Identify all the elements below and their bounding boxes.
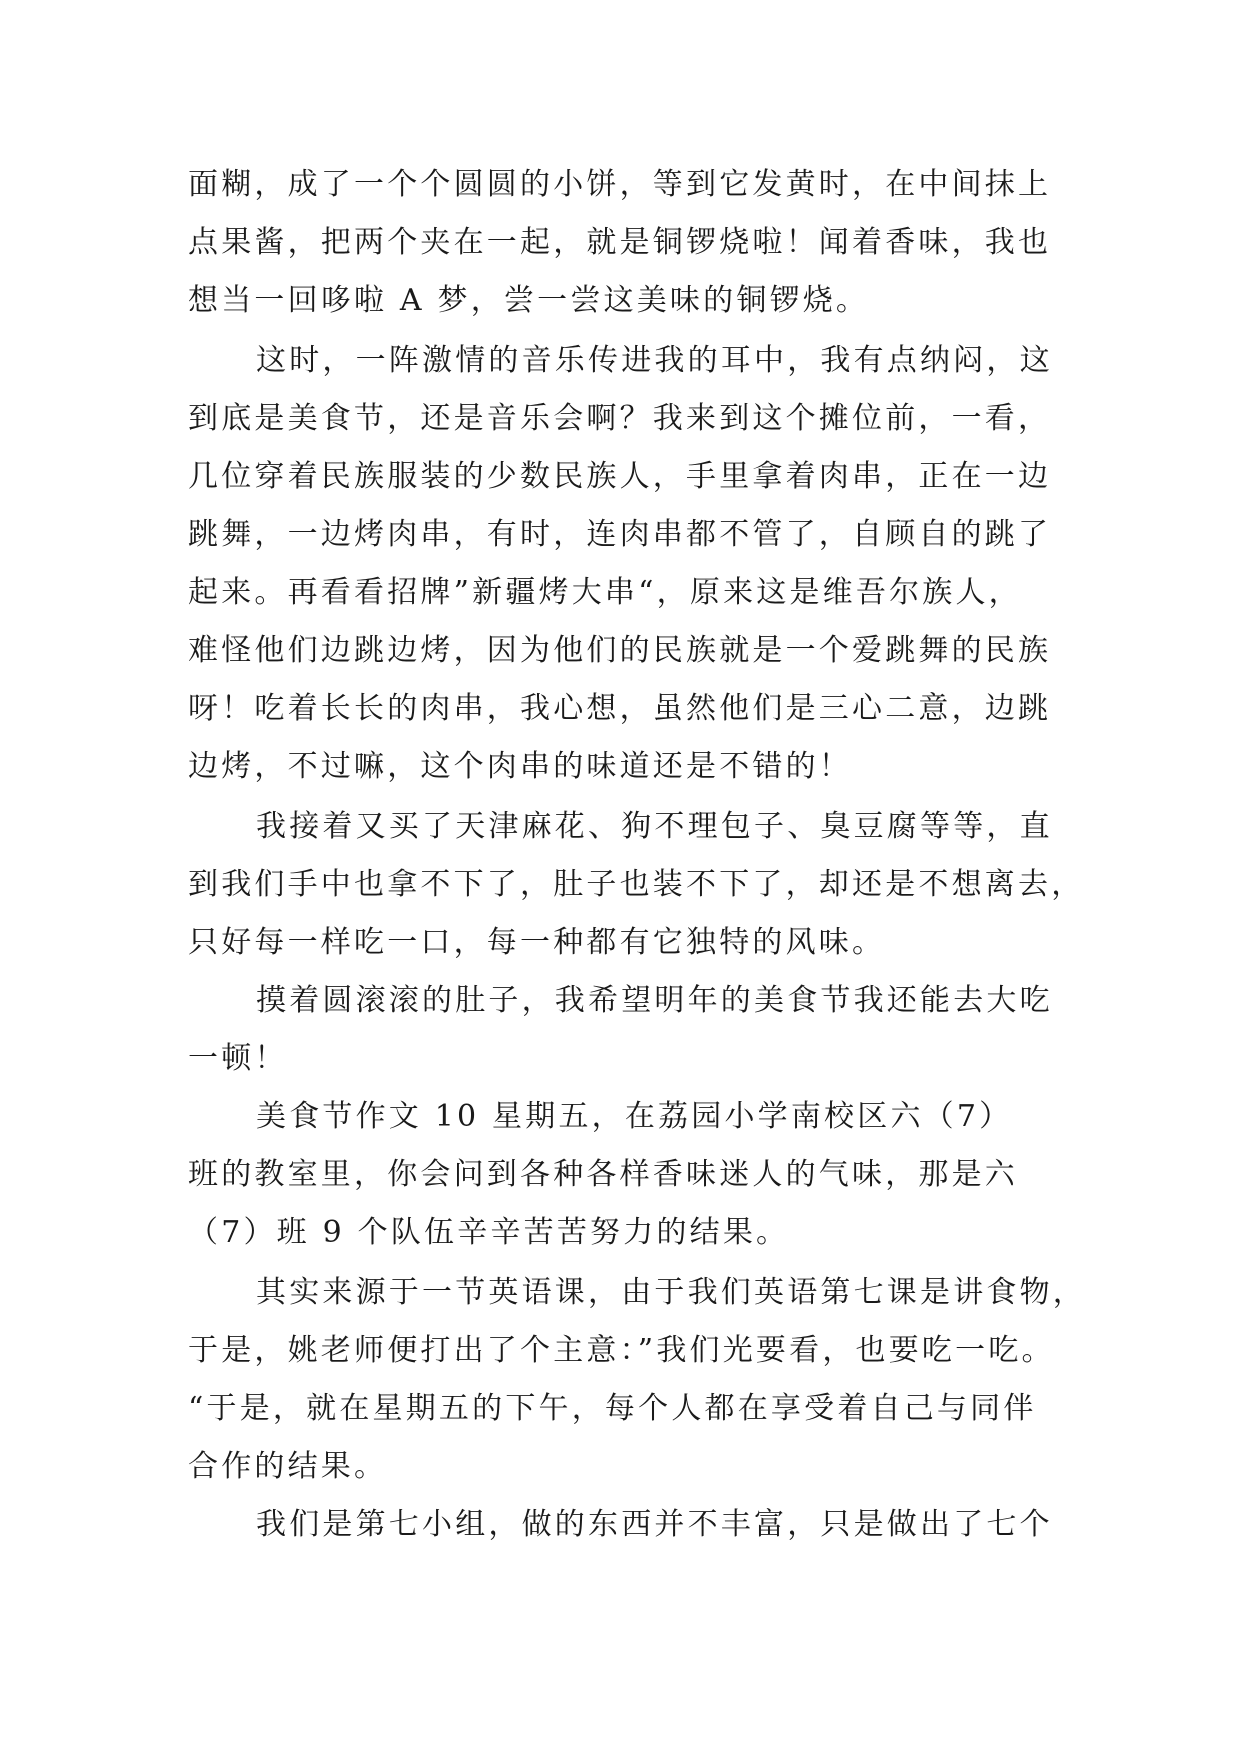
text-line: 到我们手中也拿不下了，肚子也装不下了，却还是不想离去， bbox=[188, 867, 1085, 902]
text-line: 一顿！ bbox=[188, 1041, 288, 1076]
text-line: 于是，姚老师便打出了个主意：”我们光要看，也要吃一吃。 bbox=[188, 1333, 1055, 1368]
paragraph-start-line: 我们是第七小组，做的东西并不丰富，只是做出了七个 bbox=[256, 1507, 1053, 1542]
text-line: 点果酱，把两个夹在一起，就是铜锣烧啦！闻着香味，我也 bbox=[188, 225, 1052, 260]
text-line: 只好每一样吃一口，每一种都有它独特的风味。 bbox=[188, 925, 886, 960]
text-line: 呀！吃着长长的肉串，我心想，虽然他们是三心二意，边跳 bbox=[188, 691, 1052, 726]
text-line: 到底是美食节，还是音乐会啊？我来到这个摊位前，一看， bbox=[188, 401, 1052, 436]
paragraph-start-line: 其实来源于一节英语课，由于我们英语第七课是讲食物， bbox=[256, 1275, 1086, 1310]
paragraph-start-line: 这时，一阵激情的音乐传进我的耳中，我有点纳闷，这 bbox=[256, 343, 1053, 378]
text-line: （7）班 9 个队伍辛辛苦苦努力的结果。 bbox=[188, 1215, 790, 1250]
text-line: 合作的结果。 bbox=[188, 1449, 388, 1484]
text-line: 班的教室里，你会问到各种各样香味迷人的气味，那是六 bbox=[188, 1157, 1018, 1192]
paragraph-start-line: 我接着又买了天津麻花、狗不理包子、臭豆腐等等，直 bbox=[256, 809, 1053, 844]
text-line: 想当一回哆啦 A 梦，尝一尝这美味的铜锣烧。 bbox=[188, 283, 870, 318]
text-line: 跳舞，一边烤肉串，有时，连肉串都不管了，自顾自的跳了 bbox=[188, 517, 1052, 552]
text-line: 起来。再看看招牌”新疆烤大串“，原来这是维吾尔族人， bbox=[188, 575, 1022, 610]
paragraph-start-line: 摸着圆滚滚的肚子，我希望明年的美食节我还能去大吃 bbox=[256, 983, 1053, 1018]
section-heading-line: 美食节作文 10 星期五，在荔园小学南校区六（7） bbox=[256, 1099, 1013, 1134]
text-line: 几位穿着民族服装的少数民族人，手里拿着肉串，正在一边 bbox=[188, 459, 1052, 494]
text-line: 面糊，成了一个个圆圆的小饼，等到它发黄时，在中间抹上 bbox=[188, 167, 1052, 202]
text-line: “于是，就在星期五的下午，每个人都在享受着自己与同伴 bbox=[188, 1391, 1037, 1426]
text-line: 难怪他们边跳边烤，因为他们的民族就是一个爱跳舞的民族 bbox=[188, 633, 1052, 668]
text-line: 边烤，不过嘛，这个肉串的味道还是不错的！ bbox=[188, 749, 852, 784]
